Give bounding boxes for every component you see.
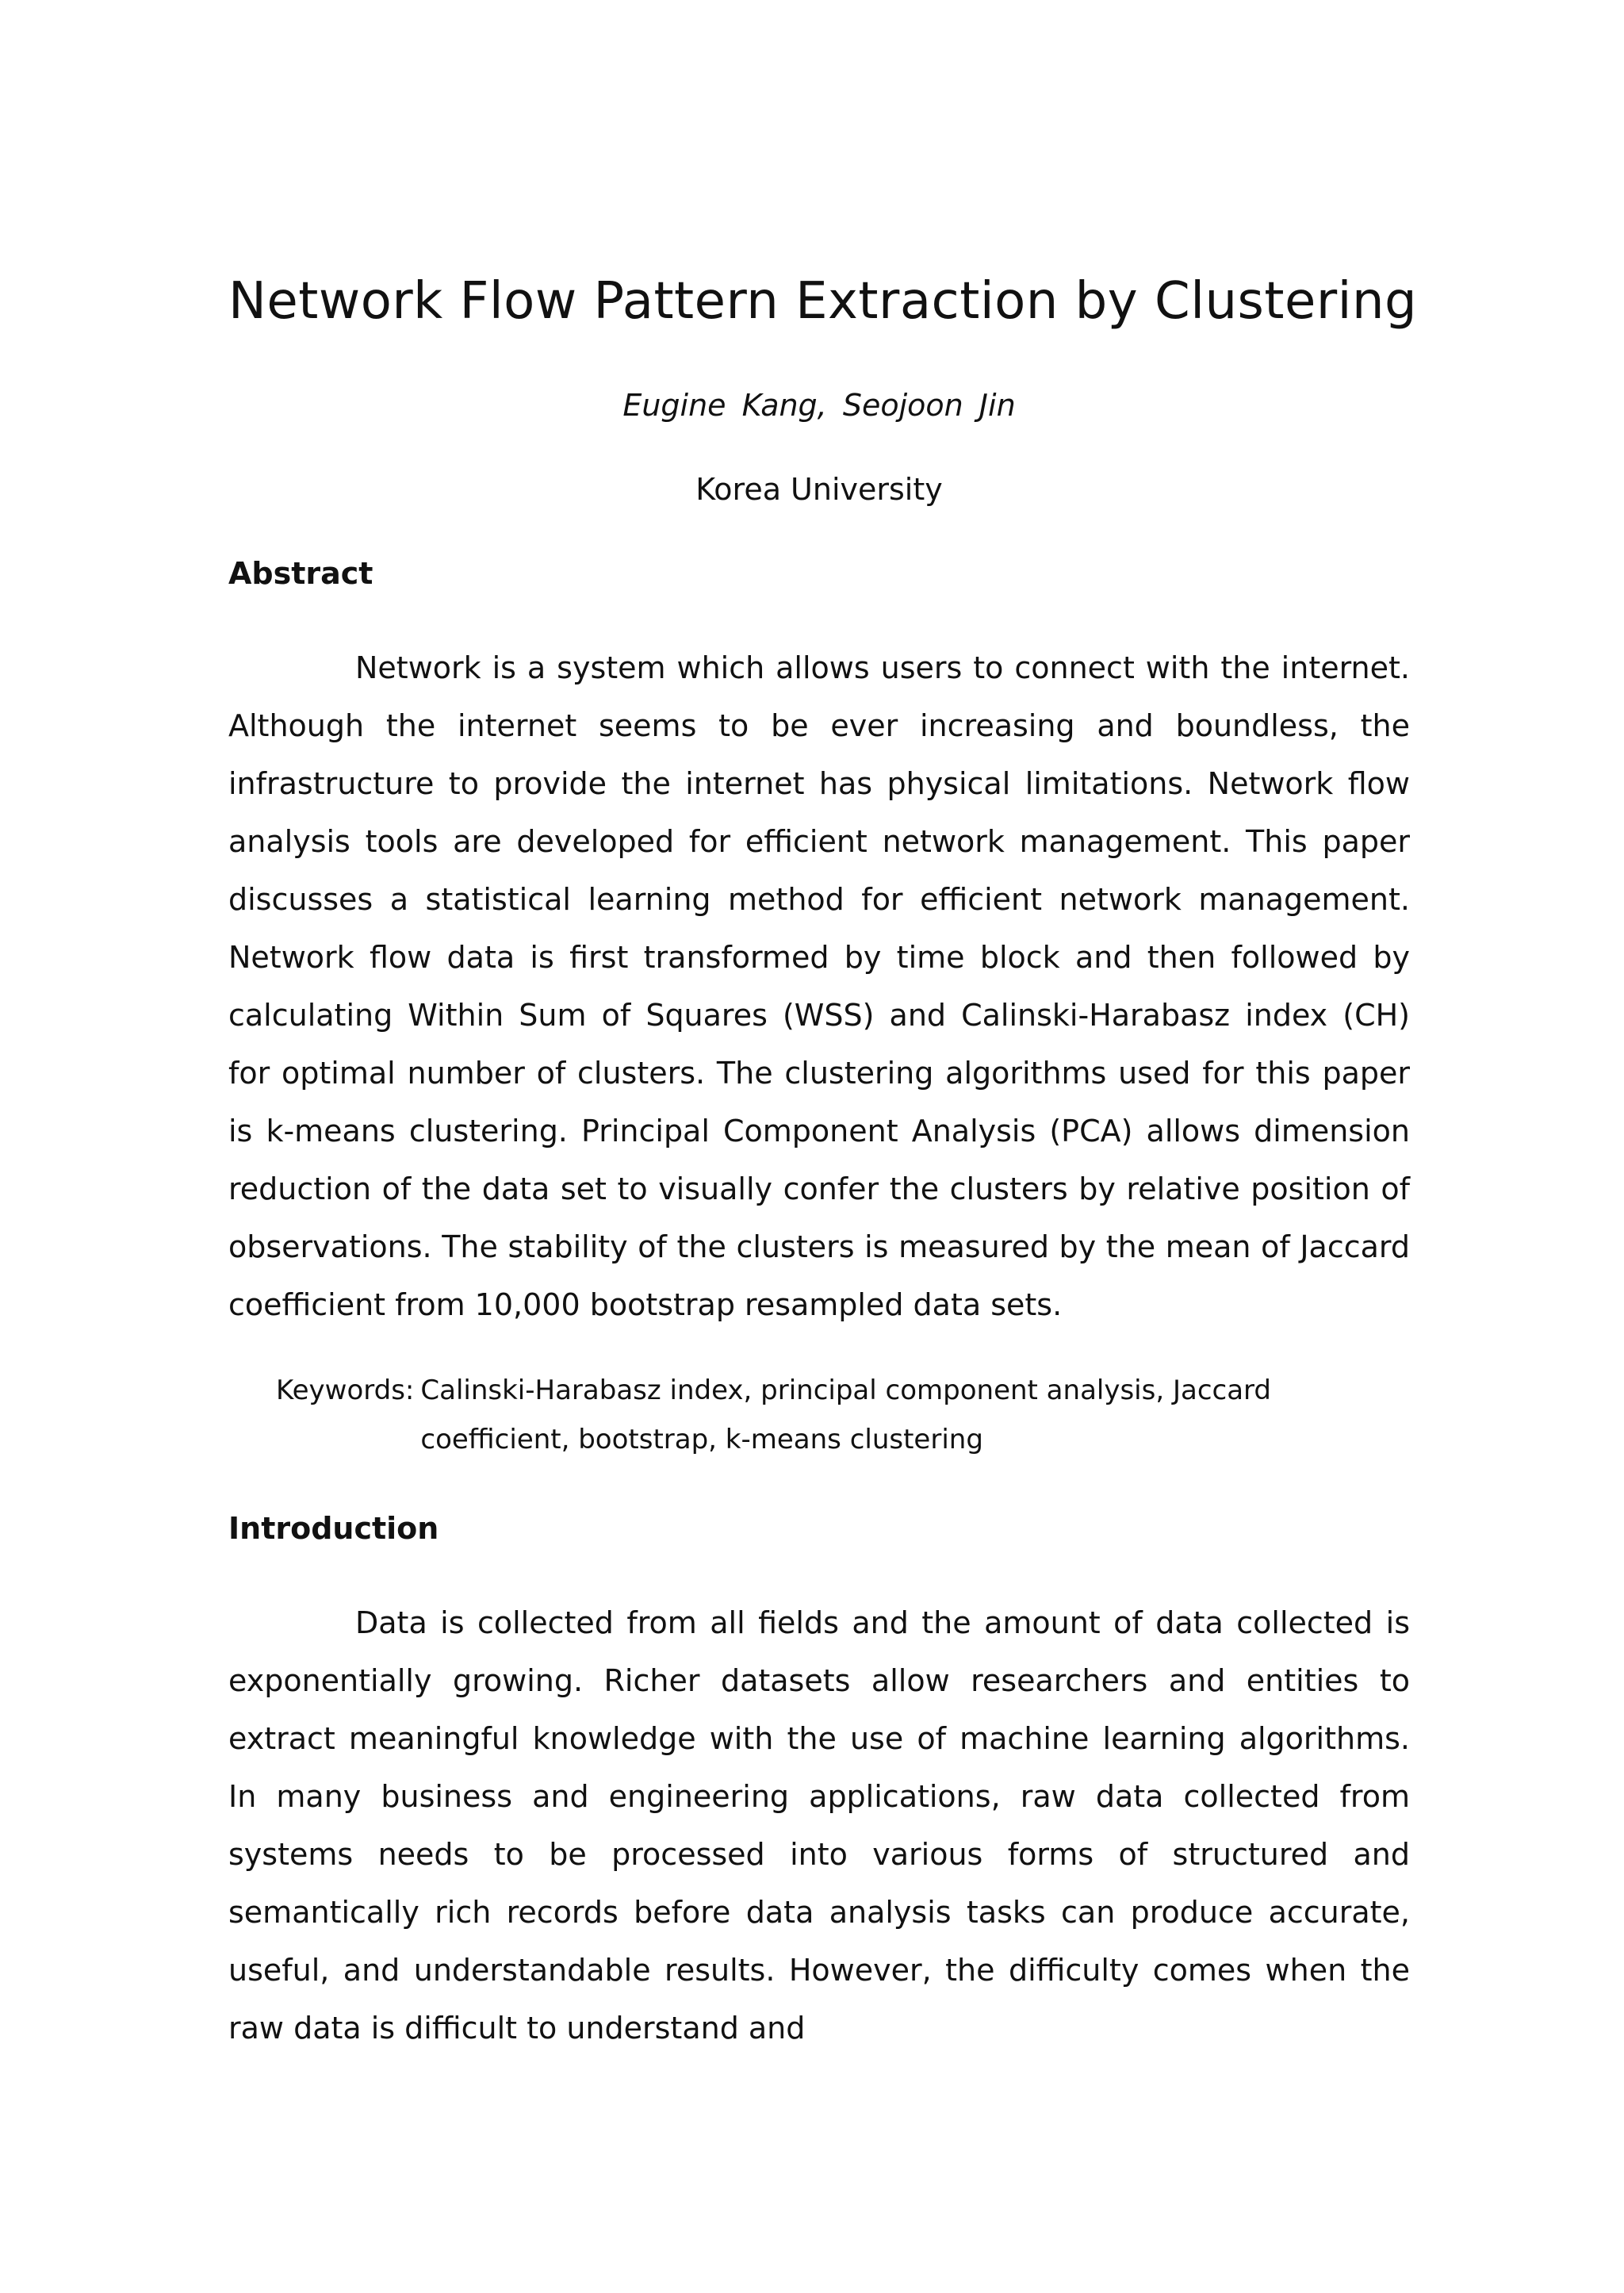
page-content — [228, 262, 1418, 2057]
paper-title: Network Flow Pattern Extraction by Clustering — [228, 272, 1418, 331]
introduction-heading: Introduction — [228, 1511, 439, 1546]
keywords-block — [228, 1366, 1346, 1464]
abstract-section — [228, 554, 1410, 1334]
paper-authors: Eugine Kang, Seojoon Jin — [622, 388, 1016, 423]
keywords-row — [276, 1366, 1346, 1464]
abstract-heading: Abstract — [228, 556, 373, 591]
paper-affiliation: Korea University — [695, 472, 943, 507]
keywords-values: Calinski-Harabasz index, principal component analysis, Jaccard coefficient, bootstrap, k-means clustering — [420, 1375, 1272, 1455]
introduction-paragraph: Data is collected from all fields and the amount of data collected is exponentially growing. Richer datasets allow researchers and entities to extract meaningful knowledge with the use of machine learning algorithms. In many business and engineering applications, raw data collected from systems needs to be processed into various forms of structured and semantically rich records before data analysis tasks can produce accurate, useful, and understandable results. However, the difficulty comes when the raw data is difficult to understand and — [228, 1605, 1410, 2046]
abstract-paragraph: Network is a system which allows users to connect with the internet. Although the internet seems to be ever increasing and boundless, the infrastructure to provide the internet has physical limitations. Network flow analysis tools are developed for efficient network management. This paper discusses a statistical learning method for efficient network management. Network flow data is first transformed by time block and then followed by calculating Within Sum of Squares (WSS) and Calinski-Harabasz index (CH) for optimal number of clusters. The clustering algorithms used for this paper is k-means clustering. Principal Component Analysis (PCA) allows dimension reduction of the data set to visually confer the clusters by relative position of observations. The stability of the clusters is measured by the mean of Jaccard coefficient from 10,000 bootstrap resampled data sets. — [228, 650, 1410, 1322]
keywords-label: Keywords: — [276, 1375, 415, 1406]
introduction-section — [228, 1509, 1410, 2057]
